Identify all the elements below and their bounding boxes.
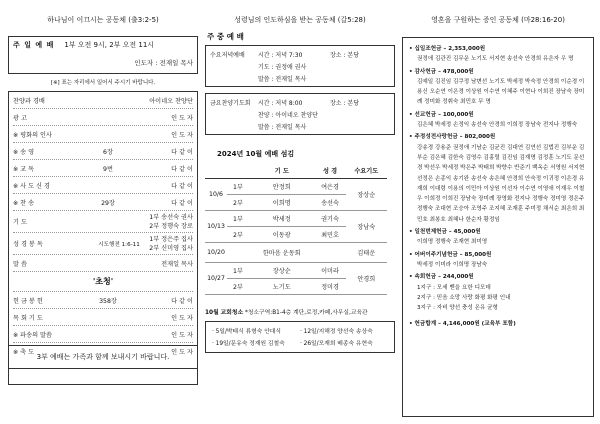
- text-cell: 김태운: [346, 242, 387, 262]
- text-cell: ※ 찬 송: [13, 199, 35, 207]
- schedule-title: 2024년 10월 예배 섬김: [217, 150, 295, 158]
- stand-note: [※] 표는 자리에서 일어서 주시기 바랍니다.: [50, 80, 156, 86]
- wednesday-service: [205, 45, 395, 87]
- text-cell: 2부: [227, 226, 249, 242]
- text-cell: 안정희: [249, 178, 315, 194]
- text-cell: ※ 교 독: [13, 165, 35, 173]
- text-cell: [227, 242, 249, 262]
- column-title: 성령님의 인도하심을 받는 공동체 (갈5:28): [234, 16, 366, 24]
- table-row: [205, 242, 387, 262]
- text-cell: 1부: [227, 178, 249, 194]
- service-header: [8, 36, 198, 74]
- cleaning-areas: *청소구역:B1-4층 계단,로정,카페,사무실,교육관: [244, 309, 368, 316]
- order-row-sermon: [13, 255, 193, 272]
- order-row: [13, 326, 193, 343]
- order-row: [13, 177, 193, 194]
- text-cell: 여은경: [315, 178, 346, 194]
- text-cell: 아이네오 찬양단: [149, 97, 193, 105]
- text-cell: 성 경: [315, 164, 346, 178]
- text-cell: 10/20: [205, 242, 227, 262]
- order-row: [13, 292, 193, 309]
- offering-heading: • 어버이주기념헌금 – 85,000원: [409, 251, 492, 258]
- offering-names: 이희명 정행숙 조재현 최미영: [417, 239, 488, 246]
- text-cell: 한마음 운동회: [249, 242, 315, 262]
- text-cell: 말씀 : 전재일 목사: [258, 75, 307, 83]
- text-cell: 다 같 이: [171, 182, 193, 190]
- cleaning-title: 10월 교회청소: [205, 309, 244, 316]
- text-cell: 기 도: [13, 219, 27, 226]
- order-of-service: [8, 91, 198, 385]
- text-cell: 헌 금 봉 헌: [13, 297, 43, 305]
- text-cell: 장남숙: [346, 210, 387, 242]
- list-item: · 12일/지해정 양선숙 송상숙: [300, 329, 373, 335]
- table-row: [205, 262, 387, 278]
- offering-names: 강송경 강용준 권정애 기남순 김균진 김대연 김연선 김법진 김부운 김부순 김은혜 김한숙 김영수 김홍렬 김진임 김재명 김정훈 노기도 문선경 박선우 박세정 박은주 박태희 박향수 반준기 백옥순 서영원 서지현 선정은 손종익 송기완 송선숙 송은혜 안경희 안숙정 이귀정 이은경 유재희 이대령 이용의 이민아 이상원 이선자 이수연 이영애 이재우 이철우 이희정 이희진 장남숙 장미례 장영화 전지나 정행숙 정미영 정은주 정행숙 조대현 조승아 조영주 조지혜 조재훈 주미정 채서순 최은희 최민호 최봉호 최혜나 한순자 황정임: [417, 144, 585, 223]
- text-cell: ※ 송 영: [13, 148, 35, 156]
- offering-heading: • 십일조헌금 – 2,353,000원: [409, 46, 486, 52]
- text-cell: 장소 : 본당: [330, 99, 360, 107]
- cleaning-box: [205, 321, 395, 353]
- cleaning-header: [205, 307, 395, 316]
- text-cell: 기 도: [249, 164, 315, 178]
- text-cell: 인 도 자: [171, 314, 193, 322]
- text-cell: 인 도 자: [171, 349, 193, 356]
- text-cell: ※ 사 도 신 경: [13, 182, 50, 190]
- order-row: [13, 109, 193, 126]
- text-cell: [205, 164, 227, 178]
- offering-heading: • 속회헌금 – 244,000원: [409, 274, 474, 281]
- text-cell: 2부: [227, 194, 249, 210]
- text-cell: 다 같 이: [171, 199, 193, 207]
- offering-names: 김예일 김진임 김쿠정 남변선 노기도 박세정 박숙정 안경희 이순경 이용신 오순연 이은경 이상원 이수연 이혜주 이현나 이희진 장남숙 장미례 정미화 정휘숙 최민호 무 명: [417, 78, 585, 106]
- list-item: · 19일/문유숙 정재원 김철숙: [212, 341, 285, 347]
- offering-names: 박세정 이미라 이희명 장남숙: [417, 261, 488, 268]
- text-cell: ※ 축 도: [13, 349, 35, 356]
- sermon-title: '초청': [13, 272, 193, 292]
- offerings-box: [402, 37, 594, 417]
- text-cell: 찬양과 경배: [13, 97, 45, 105]
- text-cell: 이희명: [249, 194, 315, 210]
- text-cell: 최민호: [315, 226, 346, 242]
- order-row: [13, 309, 193, 326]
- text-cell: 수요기도: [346, 164, 387, 178]
- text-cell: 목 회 기 도: [13, 314, 43, 322]
- text-cell: 인 도 자: [171, 331, 193, 339]
- table-header: [205, 164, 387, 178]
- text-cell: 1부 정은주 집사: [149, 235, 193, 243]
- service-title: 주 일 예 배: [13, 41, 55, 49]
- offering-heading: • 일천번제헌금 – 45,000원: [409, 229, 481, 236]
- offering-heading: • 감사헌금 – 478,000원: [409, 68, 474, 75]
- text-cell: 인 도 자: [171, 131, 193, 139]
- service-time: 1부 오전 9시, 2부 오전 11시: [64, 41, 155, 49]
- offering-heading: • 선교헌금 – 100,000원: [409, 111, 474, 118]
- service-name: 금요찬양기도회: [210, 99, 251, 107]
- text-cell: 시도행전 1:6-11: [98, 241, 140, 248]
- text-cell: 장상순: [346, 178, 387, 210]
- text-cell: 시간 : 저녁 7:30: [258, 51, 303, 59]
- friday-service: [205, 93, 395, 135]
- text-cell: 인 도 자: [171, 114, 193, 122]
- table-row: [205, 178, 387, 194]
- text-cell: 1부 송선숙 권사: [149, 213, 193, 221]
- list-item: · 5일/박태식 류형숙 안대식: [212, 329, 282, 335]
- offering-names: 김은혜 박세정 손정익 송선숙 안경희 이희정 장남숙 전지나 정행숙: [417, 122, 578, 129]
- text-cell: 2부: [227, 278, 249, 294]
- text-cell: 말씀 : 전재일 목사: [258, 123, 307, 131]
- text-cell: 성 경 봉 독: [13, 241, 43, 248]
- offering-names: 1지구 : 모세 벧을 요한 디모데 2지구 : 믿음 소망 사랑 화평 화평 인내 3지구 : 자비 양선 충성 온유 균형: [417, 284, 511, 312]
- text-cell: 9번: [103, 165, 113, 173]
- service-name: 수요저녁예배: [210, 51, 245, 59]
- text-cell: 전재일 목사: [161, 260, 193, 268]
- text-cell: [315, 242, 346, 262]
- text-cell: 이미라: [315, 262, 346, 278]
- text-cell: 시간 : 저녁 8:00: [258, 99, 303, 107]
- footer-note: 3부 예배는 가족과 함께 보내시기 바랍니다.: [8, 345, 198, 369]
- text-cell: 송선숙: [315, 194, 346, 210]
- text-cell: 노기도: [249, 278, 315, 294]
- order-row: [13, 92, 193, 109]
- text-cell: ※ 평화의 인사: [13, 131, 53, 139]
- weekday-title: 주 중 예 배: [207, 32, 244, 41]
- column-title: 영혼을 구원하는 증인 공동체 (마28:16-20): [431, 16, 565, 24]
- order-row-prayer: [13, 211, 193, 233]
- text-cell: 장상순: [249, 262, 315, 278]
- text-cell: 안경희: [346, 262, 387, 294]
- column-offerings: [402, 0, 594, 424]
- text-cell: 6장: [103, 148, 113, 156]
- text-cell: 기도 : 권정애 권사: [258, 63, 307, 71]
- offering-names: 권정애 김관진 김무운 노기도 서지현 송선숙 안경희 유은자 우 명: [417, 56, 574, 63]
- text-cell: 말 씀: [13, 260, 27, 268]
- text-cell: 다 같 이: [171, 148, 193, 156]
- text-cell: 권기숙: [315, 210, 346, 226]
- text-cell: [227, 164, 249, 178]
- offering-total: • 헌금합계 – 4,146,000원 (교육부 포함): [409, 321, 516, 328]
- order-row: [13, 160, 193, 177]
- text-cell: 2부 정행숙 장로: [149, 222, 193, 230]
- list-item: · 26일/모재희 배종숙 유현숙: [300, 341, 373, 347]
- text-cell: ※ 파송의 말씀: [13, 331, 53, 339]
- text-cell: 10/27: [205, 262, 227, 294]
- text-cell: 358장: [99, 297, 117, 305]
- text-cell: 10/6: [205, 178, 227, 210]
- text-cell: 2부 신미영 집사: [149, 244, 193, 252]
- text-cell: 10/13: [205, 210, 227, 242]
- text-cell: 1부: [227, 262, 249, 278]
- column-title: 하나님이 이끄시는 공동체 (출3:2-5): [47, 16, 159, 24]
- column-weekday: [205, 0, 395, 424]
- order-row: [13, 126, 193, 143]
- text-cell: 1부: [227, 210, 249, 226]
- text-cell: 박세정: [249, 210, 315, 226]
- text-cell: 정미경: [315, 278, 346, 294]
- service-leader: 인도자 : 전재일 목사: [134, 59, 193, 67]
- table-row: [205, 210, 387, 226]
- schedule-table: [205, 164, 387, 295]
- order-row: [13, 143, 193, 160]
- text-cell: 광 고: [13, 114, 27, 122]
- text-cell: 장소 : 본당: [330, 51, 360, 59]
- order-row: [13, 194, 193, 211]
- text-cell: 29장: [101, 199, 115, 207]
- text-cell: 이동광: [249, 226, 315, 242]
- order-row-scripture: [13, 233, 193, 255]
- text-cell: 찬양 : 아이네오 찬양단: [258, 111, 318, 119]
- offering-heading: • 주정성전사랑헌금 – 802,000원: [409, 134, 496, 141]
- column-worship-order: [8, 0, 198, 424]
- text-cell: 다 같 이: [171, 297, 193, 305]
- text-cell: 다 같 이: [171, 165, 193, 173]
